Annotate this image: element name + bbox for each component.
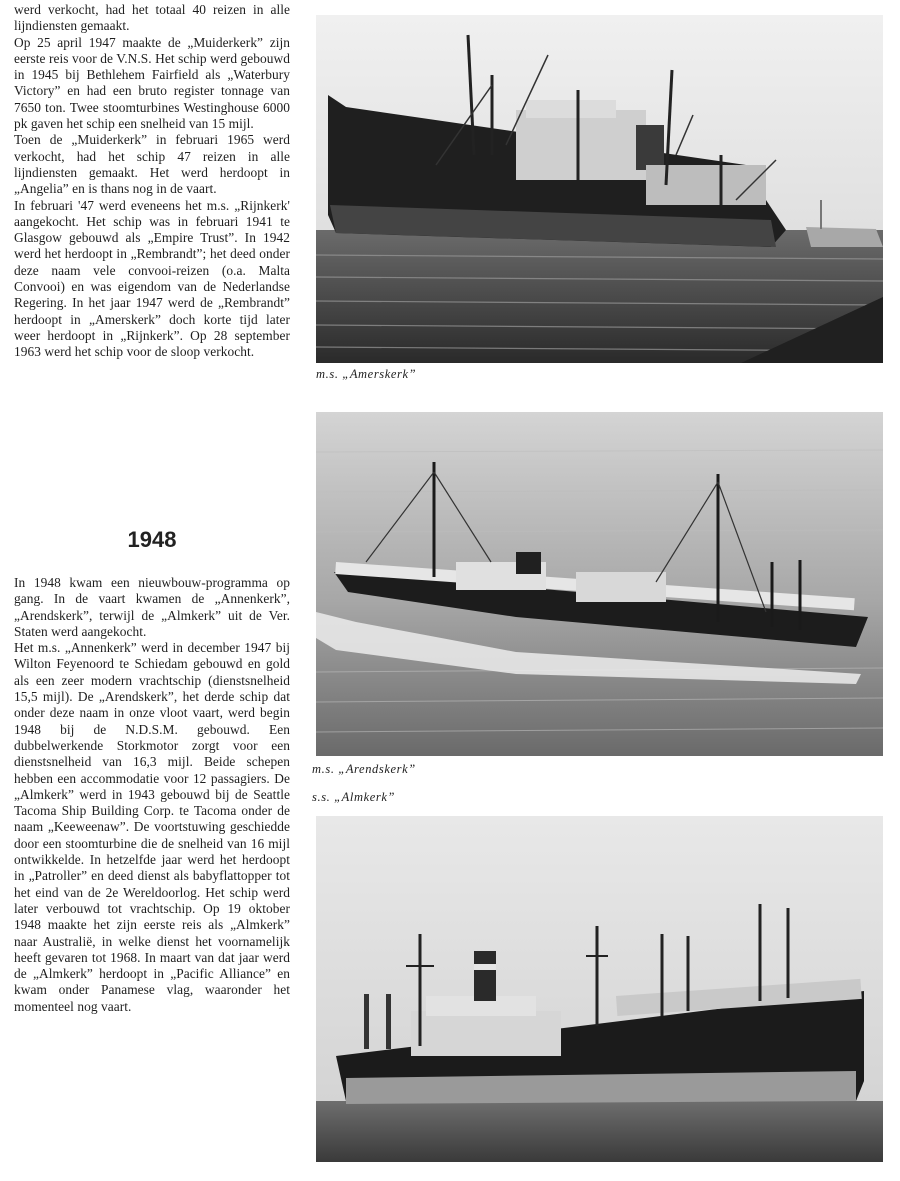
article-text-top [14, 2, 290, 361]
caption-almkerk: s.s. „Almkerk” [312, 790, 396, 804]
photo-arendskerk [316, 412, 883, 756]
year-heading: 1948 [127, 527, 177, 552]
article-text-bottom [14, 575, 290, 1015]
photo-amerskerk [316, 15, 883, 363]
paragraph: Het m.s. „Annenkerk” werd in december 1947 bij Wilton Feyenoord te Schiedam gebouwd en gold als een zeer modern vrachtschip (dienstsnelheid 15,5 mijl). De „Arendskerk”, het derde schip dat onder deze naam in onze vloot vaart, werd begin 1948 bij de N.D.S.M. gebouwd. Een dubbelwerkende Storkmotor zorgt voor een dienstsnelheid van 16,3 mijl. Beide schepen hebben een accommodatie voor 12 passagiers. De „Almkerk” werd in 1943 gebouwd bij de Seattle Tacoma Ship Building Corp. te Tacoma onder de naam „Keeweenaw”. De voortstuwing geschiedde door een stoomturbine die de snelheid van 16 mijl ontwikkelde. In hetzelfde jaar werd het herdoopt in „Patroller” en deed dienst als babyflattopper tot het eind van de 2e Wereldoorlog. Het schip werd later verbouwd tot vrachtschip. Op 19 oktober 1948 maakte het zijn eerste reis als „Almkerk” naar Australië, in welke dienst het voornamelijk heeft gevaren tot 1968. In maart van dat jaar werd de „Almkerk” herdoopt in „Pacific Alliance” en kwam onder Panamese vlag, waaronder het momenteel nog vaart. [14, 640, 290, 1014]
paragraph: Op 25 april 1947 maakte de „Muiderkerk” zijn eerste reis voor de V.N.S. Het schip werd gebouwd in 1945 bij Bethlehem Fairfield als „Waterbury Victory” en had een bruto register tonnage van 7650 ton. Twee stoomturbines Westinghouse 6000 pk gaven het schip een snelheid van 15 mijl. [14, 34, 290, 132]
paragraph: In 1948 kwam een nieuwbouw-programma op gang. In de vaart kwamen de „Annenkerk”, „Arendskerk”, terwijl de „Almkerk” uit de Ver. Staten werd aangekocht. [14, 575, 290, 639]
paragraph: werd verkocht, had het totaal 40 reizen in alle lijndiensten gemaakt. [14, 2, 290, 34]
paragraph: In februari '47 werd eveneens het m.s. „Rijnkerk' aangekocht. Het schip was in februari 1941 te Glasgow gebouwd als „Empire Trust”. In 1942 werd het herdoopt in „Rembrandt”; het deed onder deze naam vele convooi-reizen (o.a. Malta Convooi) en was eigendom van de Nederlandse Regering. In het jaar 1947 werd de „Rembrandt” herdoopt in „Amerskerk” doch korte tijd later weer herdoopt in „Rijnkerk”. Op 28 september 1963 werd het schip voor de sloop verkocht. [14, 197, 290, 360]
caption-amerskerk: m.s. „Amerskerk” [316, 367, 417, 381]
caption-arendskerk: m.s. „Arendskerk” [312, 762, 416, 776]
paragraph: Toen de „Muiderkerk” in februari 1965 werd verkocht, had het schip 47 reizen in alle lijndiensten gemaakt. Het werd herdoopt in „Angelia” en is thans nog in de vaart. [14, 132, 290, 197]
photo-almkerk [316, 816, 883, 1162]
